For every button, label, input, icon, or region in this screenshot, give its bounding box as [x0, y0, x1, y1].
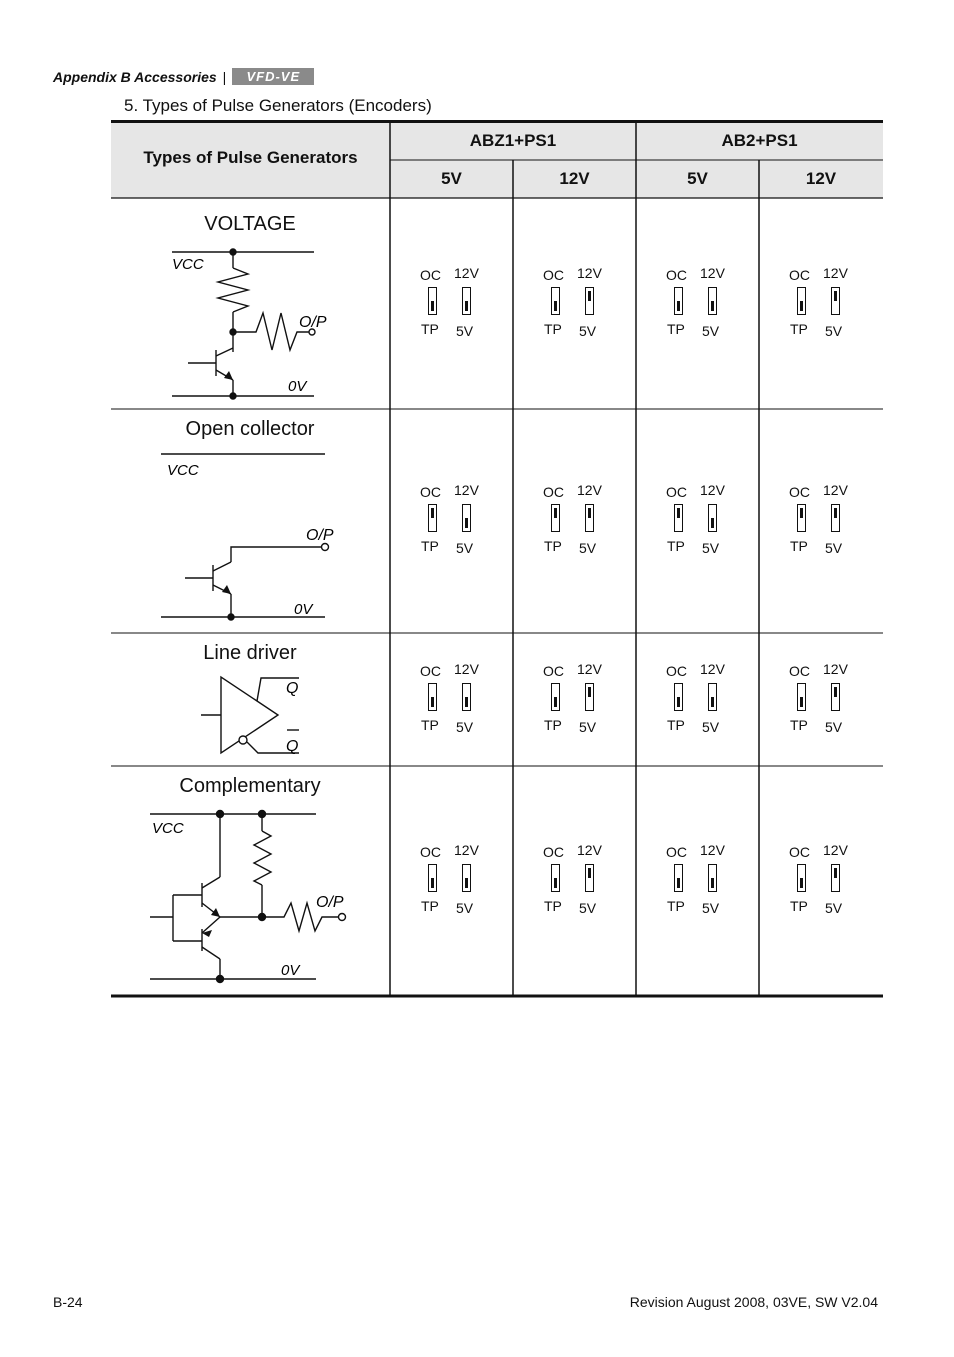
switch-label-top-left: OC: [789, 267, 810, 283]
switch-label-bottom-left: TP: [421, 538, 439, 554]
switch-12v-5v: [708, 683, 717, 711]
switch-oc-tp: [428, 864, 437, 892]
switch-knob: [588, 291, 591, 301]
switch-12v-5v: [462, 683, 471, 711]
switch-label-bottom-right: 5V: [579, 540, 597, 556]
switch-label-bottom-right: 5V: [825, 900, 843, 916]
switch-label-top-right: 12V: [823, 661, 848, 677]
switch-oc-tp: [674, 864, 683, 892]
switch-label-top-left: OC: [666, 844, 687, 860]
switch-oc-tp: [797, 504, 806, 532]
col-header-type: Types of Pulse Generators: [143, 148, 358, 167]
switch-oc-tp: [428, 683, 437, 711]
row-title-complementary: Complementary: [179, 775, 321, 797]
switch-knob: [554, 301, 557, 311]
switch-12v-5v: [831, 683, 840, 711]
switch-knob: [711, 301, 714, 311]
switch-label-bottom-left: TP: [667, 717, 685, 733]
switch-label-bottom-left: TP: [421, 717, 439, 733]
switch-knob: [800, 697, 803, 707]
switch-12v-5v: [462, 864, 471, 892]
switch-knob: [834, 291, 837, 301]
row-title-voltage: VOLTAGE: [204, 213, 296, 235]
switch-label-top-left: OC: [420, 663, 441, 679]
switch-knob: [465, 518, 468, 528]
jumper-switch: [789, 484, 869, 554]
group-header-abz1: ABZ1+PS1: [469, 131, 557, 150]
switch-label-bottom-left: TP: [544, 538, 562, 554]
switch-knob: [465, 697, 468, 707]
switch-label-bottom-left: TP: [544, 321, 562, 337]
jumper-switch: [789, 267, 869, 337]
switch-knob: [431, 878, 434, 888]
switch-label-top-left: OC: [666, 484, 687, 500]
switch-knob: [711, 878, 714, 888]
jumper-switch: [666, 663, 746, 733]
switch-knob: [554, 697, 557, 707]
switch-label-top-right: 12V: [823, 842, 848, 858]
switch-label-bottom-right: 5V: [456, 719, 474, 735]
switch-oc-tp: [674, 287, 683, 315]
op-label: O/P: [306, 527, 334, 544]
switch-12v-5v: [831, 504, 840, 532]
jumper-switch: [666, 484, 746, 554]
switch-label-top-left: OC: [666, 267, 687, 283]
switch-oc-tp: [674, 683, 683, 711]
vcc-label: VCC: [167, 462, 199, 479]
switch-12v-5v: [462, 504, 471, 532]
switch-knob: [677, 697, 680, 707]
switch-label-bottom-right: 5V: [702, 719, 720, 735]
switch-knob: [800, 301, 803, 311]
jumper-switch: [420, 844, 500, 914]
switch-knob: [431, 301, 434, 311]
switch-label-top-left: OC: [543, 663, 564, 679]
jumper-switch: [543, 663, 623, 733]
switch-label-top-left: OC: [543, 484, 564, 500]
switch-oc-tp: [551, 504, 560, 532]
switch-oc-tp: [551, 864, 560, 892]
switch-label-bottom-left: TP: [790, 898, 808, 914]
switch-knob: [588, 687, 591, 697]
jumper-switch: [420, 267, 500, 337]
switch-label-top-left: OC: [789, 484, 810, 500]
switch-knob: [800, 508, 803, 518]
switch-12v-5v: [831, 864, 840, 892]
switch-12v-5v: [462, 287, 471, 315]
switch-oc-tp: [551, 287, 560, 315]
switch-label-top-right: 12V: [454, 661, 479, 677]
switch-oc-tp: [797, 864, 806, 892]
switch-knob: [431, 508, 434, 518]
switch-label-bottom-right: 5V: [702, 323, 720, 339]
jumper-switch: [666, 267, 746, 337]
switch-label-top-right: 12V: [700, 482, 725, 498]
switch-label-bottom-right: 5V: [825, 540, 843, 556]
jumper-switch: [666, 844, 746, 914]
switch-oc-tp: [428, 287, 437, 315]
zero-v-label: 0V: [281, 962, 300, 979]
switch-label-top-right: 12V: [577, 265, 602, 281]
switch-label-top-right: 12V: [700, 265, 725, 281]
switch-12v-5v: [585, 864, 594, 892]
switch-knob: [677, 508, 680, 518]
switch-label-bottom-right: 5V: [456, 323, 474, 339]
revision-note: Revision August 2008, 03VE, SW V2.04: [629, 1294, 878, 1310]
switch-label-bottom-right: 5V: [825, 719, 843, 735]
switch-label-top-right: 12V: [700, 842, 725, 858]
switch-label-top-left: OC: [420, 267, 441, 283]
switch-knob: [465, 878, 468, 888]
voltage-header: 12V: [805, 169, 837, 188]
switch-label-bottom-left: TP: [790, 717, 808, 733]
switch-12v-5v: [585, 287, 594, 315]
jumper-switch: [543, 267, 623, 337]
switch-knob: [834, 687, 837, 697]
switch-label-top-right: 12V: [823, 265, 848, 281]
row-title-open-collector: Open collector: [185, 418, 315, 440]
switch-oc-tp: [428, 504, 437, 532]
switch-label-bottom-right: 5V: [579, 323, 597, 339]
switch-label-bottom-left: TP: [667, 321, 685, 337]
switch-knob: [431, 697, 434, 707]
switch-label-bottom-left: TP: [544, 898, 562, 914]
group-header-ab2: AB2+PS1: [721, 131, 798, 150]
voltage-header: 12V: [559, 169, 590, 188]
section-title: 5. Types of Pulse Generators (Encoders): [124, 96, 432, 115]
switch-label-top-right: 12V: [454, 482, 479, 498]
switch-label-bottom-left: TP: [790, 321, 808, 337]
switch-knob: [711, 518, 714, 528]
op-label: O/P: [316, 894, 344, 911]
switch-12v-5v: [708, 287, 717, 315]
switch-label-top-left: OC: [666, 663, 687, 679]
switch-knob: [800, 878, 803, 888]
vcc-label: VCC: [172, 256, 204, 273]
page-number: B-24: [53, 1294, 83, 1310]
switch-label-top-left: OC: [420, 844, 441, 860]
switch-label-bottom-left: TP: [544, 717, 562, 733]
switch-label-bottom-left: TP: [667, 538, 685, 554]
switch-label-bottom-right: 5V: [579, 719, 597, 735]
vfd-ve-logo: VFD-VE: [232, 68, 314, 85]
switch-oc-tp: [551, 683, 560, 711]
switch-label-bottom-left: TP: [667, 898, 685, 914]
switch-label-bottom-left: TP: [421, 321, 439, 337]
zero-v-label: 0V: [294, 601, 313, 618]
jumper-switch: [543, 844, 623, 914]
switch-label-top-left: OC: [789, 663, 810, 679]
switch-label-top-right: 12V: [577, 842, 602, 858]
switch-label-top-right: 12V: [577, 661, 602, 677]
voltage-header: 5V: [687, 169, 708, 188]
switch-label-top-right: 12V: [700, 661, 725, 677]
switch-12v-5v: [831, 287, 840, 315]
switch-oc-tp: [797, 287, 806, 315]
jumper-switch: [420, 484, 500, 554]
switch-label-bottom-right: 5V: [702, 540, 720, 556]
header-separator: |: [222, 68, 227, 85]
q-label: Q: [286, 680, 299, 697]
switch-label-top-left: OC: [543, 844, 564, 860]
switch-knob: [588, 868, 591, 878]
switch-knob: [554, 508, 557, 518]
switch-label-top-left: OC: [543, 267, 564, 283]
complementary-circuit-diagram: [146, 803, 361, 988]
switch-label-bottom-left: TP: [790, 538, 808, 554]
line-driver-circuit-diagram: [196, 672, 316, 762]
switch-label-bottom-right: 5V: [456, 900, 474, 916]
switch-12v-5v: [708, 504, 717, 532]
q-bar-label: Q: [286, 738, 299, 755]
switch-label-bottom-right: 5V: [825, 323, 843, 339]
running-header: [53, 68, 314, 85]
switch-knob: [554, 878, 557, 888]
op-label: O/P: [299, 314, 327, 331]
switch-12v-5v: [585, 683, 594, 711]
switch-knob: [677, 301, 680, 311]
header-section: Appendix B Accessories: [53, 68, 217, 85]
switch-label-top-right: 12V: [823, 482, 848, 498]
switch-12v-5v: [585, 504, 594, 532]
zero-v-label: 0V: [288, 378, 307, 395]
jumper-switch: [789, 663, 869, 733]
switch-oc-tp: [797, 683, 806, 711]
switch-knob: [834, 508, 837, 518]
switch-knob: [677, 878, 680, 888]
switch-label-bottom-right: 5V: [456, 540, 474, 556]
jumper-switch: [420, 663, 500, 733]
open-collector-circuit-diagram: [161, 447, 351, 622]
row-title-line-driver: Line driver: [203, 642, 297, 664]
switch-label-bottom-right: 5V: [702, 900, 720, 916]
vcc-label: VCC: [152, 820, 184, 837]
switch-label-top-right: 12V: [577, 482, 602, 498]
jumper-switch: [789, 844, 869, 914]
switch-oc-tp: [674, 504, 683, 532]
switch-label-top-right: 12V: [454, 265, 479, 281]
jumper-switch: [543, 484, 623, 554]
voltage-header: 5V: [441, 169, 462, 188]
switch-label-bottom-right: 5V: [579, 900, 597, 916]
switch-knob: [711, 697, 714, 707]
switch-label-top-right: 12V: [454, 842, 479, 858]
switch-knob: [834, 868, 837, 878]
switch-12v-5v: [708, 864, 717, 892]
switch-label-top-left: OC: [789, 844, 810, 860]
voltage-circuit-diagram: [166, 240, 346, 400]
switch-label-top-left: OC: [420, 484, 441, 500]
switch-label-bottom-left: TP: [421, 898, 439, 914]
switch-knob: [465, 301, 468, 311]
switch-knob: [588, 508, 591, 518]
